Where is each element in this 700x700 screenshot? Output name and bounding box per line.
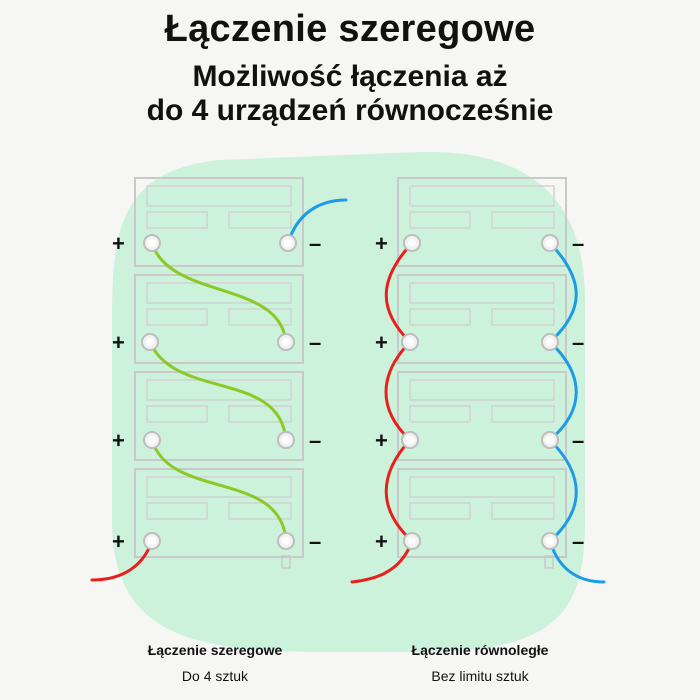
plus-sign: + bbox=[112, 428, 125, 453]
parallel-caption-title: Łączenie równoległe bbox=[411, 642, 549, 658]
minus-sign: – bbox=[572, 231, 585, 256]
plus-sign: + bbox=[375, 330, 388, 355]
highlight-blob bbox=[112, 152, 585, 652]
series-caption-subtitle: Do 4 sztuk bbox=[181, 668, 249, 684]
plus-sign: + bbox=[375, 529, 388, 554]
minus-sign: – bbox=[572, 330, 585, 355]
series-caption-title: Łączenie szeregowe bbox=[147, 642, 283, 658]
minus-sign: – bbox=[572, 529, 585, 554]
minus-sign: – bbox=[309, 529, 322, 554]
plus-sign: + bbox=[375, 231, 388, 256]
minus-sign: – bbox=[309, 428, 322, 453]
minus-sign: – bbox=[309, 330, 322, 355]
subtitle-line-2: do 4 urządzeń równocześnie bbox=[146, 94, 554, 127]
plus-sign: + bbox=[112, 529, 125, 554]
series-caption bbox=[95, 642, 335, 684]
plus-sign: + bbox=[112, 330, 125, 355]
minus-sign: – bbox=[572, 428, 585, 453]
subtitle-line-1: Możliwość łączenia aż bbox=[192, 60, 508, 93]
minus-sign: – bbox=[309, 231, 322, 256]
plus-sign: + bbox=[375, 428, 388, 453]
parallel-caption bbox=[360, 642, 600, 684]
page-title: Łączenie szeregowe bbox=[164, 8, 536, 50]
plus-sign: + bbox=[112, 231, 125, 256]
page-subtitle bbox=[0, 60, 700, 128]
parallel-caption-subtitle: Bez limitu sztuk bbox=[431, 668, 529, 684]
